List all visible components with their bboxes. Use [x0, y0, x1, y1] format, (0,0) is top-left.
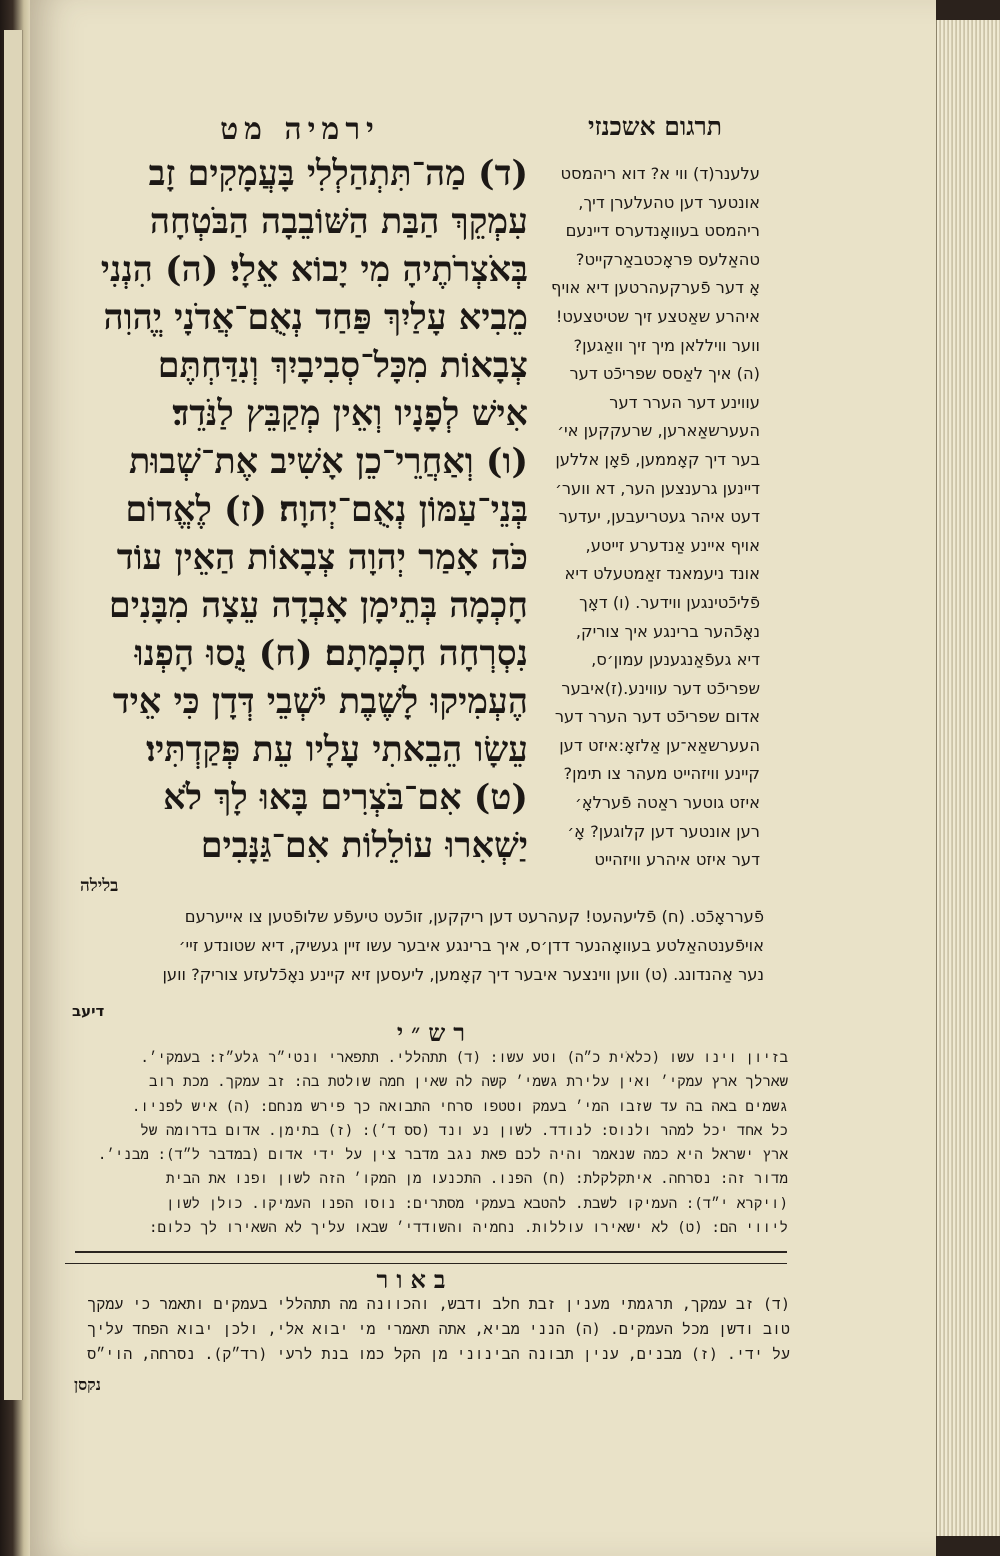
- scripture-line: חָכְמָה בְּתֵימָן אָבְדָה עֵצָה מִבָּנִים: [108, 585, 528, 626]
- catchword-scripture: בלילה: [80, 876, 119, 896]
- scripture-line: יַשְׁאִרוּ עוֹלֵלוֹת אִם־גַּנָּבִים: [200, 825, 528, 866]
- biur-commentary: [72, 1292, 790, 1367]
- targum-line: ווער וויללאן מיך זיך וואַגען?: [573, 335, 760, 355]
- page-edges-right: [936, 20, 1000, 1540]
- rashi-line: בזיון וינו עשו (כלאֹית כ״ה) וטע עשו: (ד) תתהללי. תתפארי ונטי״ר גלע״ז: בעמקי׳.: [140, 1050, 788, 1066]
- rashi-line: שארלך ארץ עמקי׳ ואין עלירת גשמי׳ קשה לה שאין חמה שולטת בה: זב עמקך. מכת רוב: [148, 1074, 788, 1091]
- section-divider: [65, 1263, 787, 1264]
- scripture-line: הֶעְמִיקוּ לָשֶׁבֶת יֹשְׁבֵי דְּדָן כִּי אֵיד: [112, 681, 528, 722]
- scripture-line: עִמְקֵךְ הַבַּת הַשּׁוֹבֵבָה הַבֹּטְחָה: [149, 201, 528, 242]
- rashi-commentary: [98, 1046, 788, 1240]
- targum-line: איהרע שאַטצע זיך שטיטצעט!: [555, 306, 760, 326]
- scripture-line: בְּאֹצְרֹתֶיהָ מִי יָבוֹא אֵלָי׃ (ה) הִנְנִי: [100, 249, 528, 290]
- binding-bottom: [936, 1536, 1000, 1556]
- targum-line: העערשאַא־ען אַלזאָ:איזט דען: [559, 735, 760, 755]
- facing-page-edge: [4, 30, 23, 1400]
- rashi-line: גשמים באה בה עד שזבו המי׳ בעמק וטטפו סרחי התבואה כך פירש מנחם: (ה) איש לפניו.: [131, 1098, 788, 1115]
- targum-line: אויף איינע אַנדערע זייטע,: [585, 535, 760, 555]
- scripture-line: (ט) אִם־בֹּצְרִים בָּאוּ לָךְ לֹא: [163, 777, 528, 818]
- running-header-targum: תרגום אשכנזי: [587, 112, 723, 141]
- catchword-biur: נקסן: [74, 1375, 101, 1394]
- biur-line: (ד) זב עמקך, תרגמתי מענין זבת חלב ודבש, והכוונה מה תתהללי בעמקים ותאמר כי עמקך: [87, 1295, 790, 1313]
- scripture-line: צְבָאוֹת מִכָּל־סְבִיבָיִךְ וְנִדַּחְתֶּם: [157, 345, 528, 386]
- rashi-line: (ויקרא י״ד): העמיקו לשבת. להטבא בעמקי מסתרים: נוסו הפנו העמיקו. כולן לשון: [166, 1195, 788, 1212]
- targum-line: פֿליכֿטינגען ווידער. (ו) דאָך: [579, 592, 760, 612]
- targum-line: דער איזט איהרע וויזהייט: [594, 850, 760, 870]
- scripture-line: נִסְרְחָה חָכְמָתָם׃ (ח) נֻסוּ הָפְנוּ: [134, 633, 528, 674]
- targum-full-width: [64, 902, 764, 989]
- targum-line: אונטער דען טהעלערן דיך,: [578, 192, 760, 212]
- targum-line: ריהמסט בעוואָנדערס דיינעם: [565, 221, 760, 241]
- biur-line: טוב ודשן מכל העמקים. (ה) הנני מביא, אתה תאמרי מי יבוא אלי, ולכן יבוא הפחד עליך: [87, 1320, 790, 1338]
- targum-full-line: נער אַהנדונג. (ט) ווען ווינצער איבער דיך קאָמען, ליעסען זיא קיינע נאָכֿלעזע צוריק? ווען: [162, 965, 764, 984]
- targum-line: בער דיך קאָממען, פֿאָן אללען: [555, 449, 760, 469]
- targum-line: קיינע וויזהייט מעהר צו תימן?: [563, 764, 760, 784]
- section-divider: [75, 1251, 787, 1253]
- targum-full-line: אויפֿענטהאַלטע בעוואָהנער דדן׳ס, איך ברינגע איבער עשו זיין געשיק, דיא שטונדע זיי׳: [178, 936, 764, 955]
- targum-line: דיינען גרענצען הער, דא ווער׳: [555, 478, 760, 498]
- targum-line: (ה) איך לאַסס שפריכֿט דער: [569, 364, 760, 384]
- targum-line: איזט גוטער ראַטה פֿערלאָ׳: [574, 793, 760, 813]
- scripture-line: עֵשָׂו הֵבֵאתִי עָלָיו עֵת פְּקַדְתִּיו׃: [146, 729, 528, 770]
- biur-line: על ידי. (ז) מבנים, ענין תבונה הבינוני מן הקל כמו בנת לרעי (רד״ק). נסרחה, הוי״ס: [87, 1345, 790, 1363]
- scripture-line: כֹּה אָמַר יְהוָה צְבָאוֹת הַאֵין עוֹד: [116, 537, 528, 578]
- targum-line: עווינע דער הערר דער: [609, 392, 760, 412]
- rashi-line: ארץ ישראל היא כמה שנאמר והיה לכם פאת נגב מדבר צין על ידי אדום (במדבר ל״ד): מבני׳.: [98, 1147, 788, 1164]
- targum-full-line: פֿערראָכֿט. (ח) פֿליעהעט! קעהרעט דען ריקקען, זוכֿעט טיעפֿע שלופֿטען צו אייערעם: [184, 907, 764, 926]
- scripture-column: [58, 150, 528, 870]
- targum-line: שפריכֿט דער עווינע.(ז)איבער: [561, 678, 760, 698]
- targum-line: נאָכֿהער ברינגע איך צוריק,: [575, 621, 760, 641]
- targum-column: [538, 160, 760, 875]
- catchword-targum: דיעב: [72, 1002, 105, 1020]
- targum-line: דעט איהר געטריעבען, יעדער: [558, 507, 760, 527]
- targum-line: העערשאַארען, שרעקקען אי׳: [557, 421, 760, 441]
- targum-line: דיא געפֿאַנגענען עמון׳ס,: [591, 650, 760, 670]
- rashi-line: כל אחד יכל למהר ולנוס: לנודד. לשון נע ונד (סס ד׳): (ז) בתימן. אדום בדרומה של: [140, 1122, 788, 1139]
- running-header-book-chapter: ירמיה מט: [220, 112, 380, 147]
- scripture-line: בְּנֵי־עַמּוֹן נְאֻם־יְהוָה׃ (ז) לֶאֱדוֹם: [125, 489, 528, 530]
- rashi-line: ליווי הם: (ט) לא ישאירו עוללות. נחמיה והשודדי׳ שבאו עליך לא השאירו לך כלום:: [148, 1220, 788, 1237]
- targum-line: עלענר(ד) ווי א? דוא ריהמסט: [560, 164, 760, 183]
- targum-line: אדום שפריכֿט דער הערר דער: [554, 707, 760, 727]
- targum-line: אונד ניעמאנד זאַמטעלט דיא: [564, 564, 760, 584]
- targum-line: טהאַלעס פּראָכטבאַרקייט?: [575, 249, 760, 269]
- scripture-line: (ד) מַה־תִּתְהַלְלִי בָּעֲמָקִים זָב: [148, 153, 528, 194]
- rashi-line: מדור זה: נסרחה. איתקלקלת: (ח) הפנו. התכנעו מן המקו׳ הזה לשון ופנו את הבית: [165, 1171, 788, 1188]
- targum-line: רען אונטער דען קלוגען? אָ׳: [567, 821, 760, 841]
- rashi-title: רש״י: [396, 1018, 474, 1047]
- targum-line: אָ דער פֿערקעהרטען דיא אויף: [551, 278, 760, 298]
- binding-top: [936, 0, 1000, 22]
- scripture-line: מֵבִיא עָלַיִךְ פַּחַד נְאֻם־אֲדֹנָי יֱהוִה: [103, 297, 528, 338]
- biur-title: באור: [376, 1265, 454, 1294]
- scripture-line: (ו) וְאַחֲרֵי־כֵן אָשִׁיב אֶת־שְׁבוּת: [128, 441, 528, 482]
- scripture-line: אִישׁ לְפָנָיו וְאֵין מְקַבֵּץ לַנֹּדֵד׃: [172, 393, 528, 434]
